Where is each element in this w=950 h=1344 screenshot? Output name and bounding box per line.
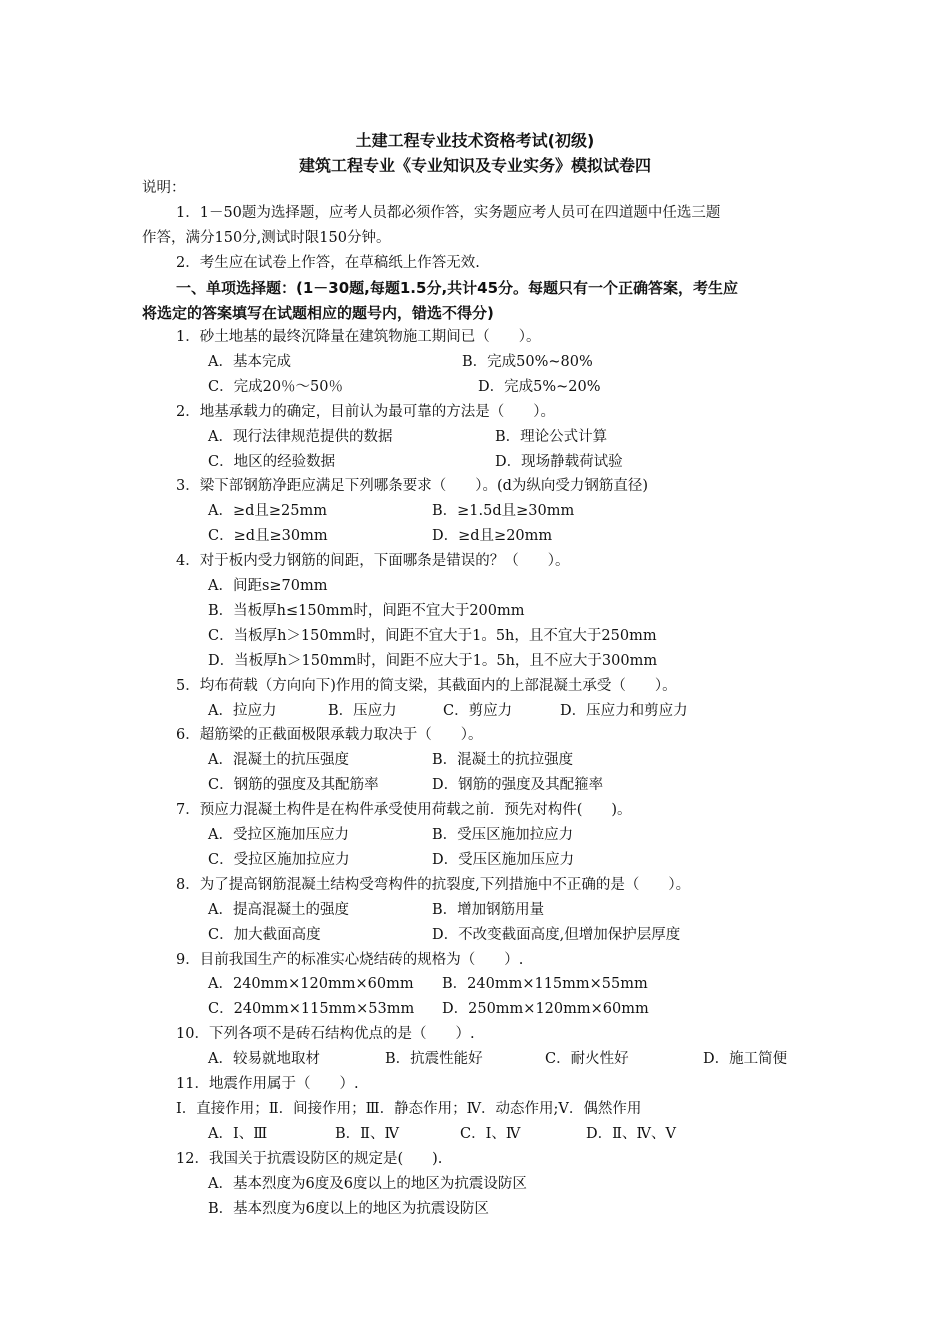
answer-option: C．受拉区施加拉应力 — [208, 851, 350, 868]
answer-option: D．钢筋的强度及其配箍率 — [432, 777, 604, 794]
question-stem: 10．下列各项不是砖石结构优点的是（ ）. — [176, 1026, 475, 1043]
answer-option: D．≥d且≥20mm — [432, 528, 553, 545]
question-stem: 5．均布荷载（方向向下)作用的简支梁，其截面内的上部混凝土承受（ ）。 — [176, 677, 677, 694]
note-2: 2．考生应在试卷上作答，在草稿纸上作答无效. — [176, 255, 480, 271]
answer-option: D．压应力和剪应力 — [560, 702, 688, 719]
answer-option: D．施工简便 — [703, 1051, 788, 1068]
answer-option: B．抗震性能好 — [385, 1051, 483, 1068]
answer-option: A．提高混凝土的强度 — [208, 901, 349, 918]
answer-option: D．不改变截面高度,但增加保护层厚度 — [432, 926, 681, 943]
answer-option: A．基本完成 — [208, 353, 291, 370]
answer-option: B．混凝土的抗拉强度 — [432, 752, 574, 769]
question-stem: 1．砂土地基的最终沉降量在建筑物施工期间已（ ）。 — [176, 329, 541, 345]
answer-option: A．现行法律规范提供的数据 — [208, 428, 393, 445]
answer-option: C．240mm×115mm×53mm — [208, 1001, 415, 1018]
answer-option: C．地区的经验数据 — [208, 453, 336, 470]
answer-option: A．混凝土的抗压强度 — [208, 752, 349, 769]
notes-heading: 说明： — [142, 180, 186, 196]
exam-subtitle: 建筑工程专业《专业知识及专业实务》模拟试卷四 — [298, 156, 651, 175]
question-stem: 7．预应力混凝土构件是在构件承受使用荷载之前．预先对构件( )。 — [176, 802, 632, 819]
answer-option: C．当板厚h＞150mm时，间距不宜大于1。5h，且不宜大于250mm — [208, 627, 657, 644]
note-1: 1．1－50题为选择题，应考人员都必须作答，实务题应考人员可在四道题中任选三题 — [176, 205, 721, 221]
answer-option: C．完成20％～50％ — [208, 378, 343, 395]
exam-title: 土建工程专业技术资格考试(初级) — [355, 131, 595, 150]
answer-option: B．Ⅱ、Ⅳ — [335, 1125, 399, 1142]
question-stem: 8．为了提高钢筋混凝土结构受弯构件的抗裂度,下列措施中不正确的是（ ）。 — [176, 876, 691, 893]
section-heading: 一、单项选择题：(1－30题,每题1.5分,共计45分。每题只有一个正确答案，考生应 — [176, 279, 739, 297]
answer-option: C．耐火性好 — [545, 1051, 629, 1068]
question-stem: 6．超筋梁的正截面极限承载力取决于（ ）。 — [176, 727, 483, 744]
answer-option: B．完成50%~80% — [462, 353, 593, 370]
note-1-cont: 作答，满分150分,测试时限150分钟。 — [142, 230, 391, 246]
answer-option: B．增加钢筋用量 — [432, 901, 545, 918]
answer-option: C．Ⅰ、Ⅳ — [460, 1125, 521, 1142]
answer-option: A．受拉区施加压应力 — [208, 827, 349, 843]
answer-option: D．现场静载荷试验 — [495, 453, 623, 470]
answer-option: D．受压区施加压应力 — [432, 851, 575, 868]
answer-option: A．≥d且≥25mm — [208, 503, 328, 520]
answer-option: B．受压区施加拉应力 — [432, 827, 574, 843]
answer-option: B．理论公式计算 — [495, 428, 608, 445]
question-stem: 9．目前我国生产的标准实心烧结砖的规格为（ ）. — [176, 951, 524, 968]
question-stem: 12．我国关于抗震设防区的规定是( ). — [176, 1150, 443, 1167]
question-extra: Ⅰ．直接作用；Ⅱ．间接作用；Ⅲ．静态作用；Ⅳ．动态作用;Ⅴ．偶然作用 — [176, 1100, 642, 1117]
answer-option: A．Ⅰ、Ⅲ — [208, 1125, 268, 1142]
question-stem: 2．地基承载力的确定，目前认为最可靠的方法是（ ）。 — [176, 403, 555, 420]
answer-option: A．240mm×120mm×60mm — [208, 976, 414, 993]
answer-option: D．完成5%~20% — [478, 378, 601, 395]
answer-option: A．拉应力 — [208, 702, 277, 719]
answer-option: D．Ⅱ、Ⅳ、Ⅴ — [586, 1125, 676, 1142]
answer-option: C．钢筋的强度及其配筋率 — [208, 777, 379, 794]
answer-option: A．间距s≥70mm — [208, 578, 328, 594]
answer-option: B．基本烈度为6度以上的地区为抗震设防区 — [208, 1200, 489, 1217]
question-stem: 3．梁下部钢筋净距应满足下列哪条要求（ ）。(d为纵向受力钢筋直径) — [176, 478, 649, 495]
answer-option: C．≥d且≥30mm — [208, 528, 328, 545]
answer-option: B．≥1.5d且≥30mm — [432, 503, 575, 520]
question-stem: 11．地震作用属于（ ）. — [176, 1076, 359, 1092]
answer-option: D．当板厚h＞150mm时，间距不应大于1。5h，且不应大于300mm — [208, 652, 658, 669]
answer-option: B．240mm×115mm×55mm — [442, 976, 648, 993]
answer-option: A．基本烈度为6度及6度以上的地区为抗震设防区 — [208, 1175, 527, 1192]
answer-option: A．较易就地取材 — [208, 1051, 320, 1068]
answer-option: C．加大截面高度 — [208, 926, 321, 943]
answer-option: B．当板厚h≤150mm时，间距不宜大于200mm — [208, 602, 525, 619]
answer-option: C．剪应力 — [443, 702, 513, 719]
section-heading-cont: 将选定的答案填写在试题相应的题号内，错选不得分) — [142, 304, 494, 322]
question-stem: 4．对于板内受力钢筋的间距，下面哪条是错误的？（ ）。 — [176, 553, 570, 570]
answer-option: B．压应力 — [328, 702, 397, 719]
answer-option: D．250mm×120mm×60mm — [442, 1001, 649, 1018]
